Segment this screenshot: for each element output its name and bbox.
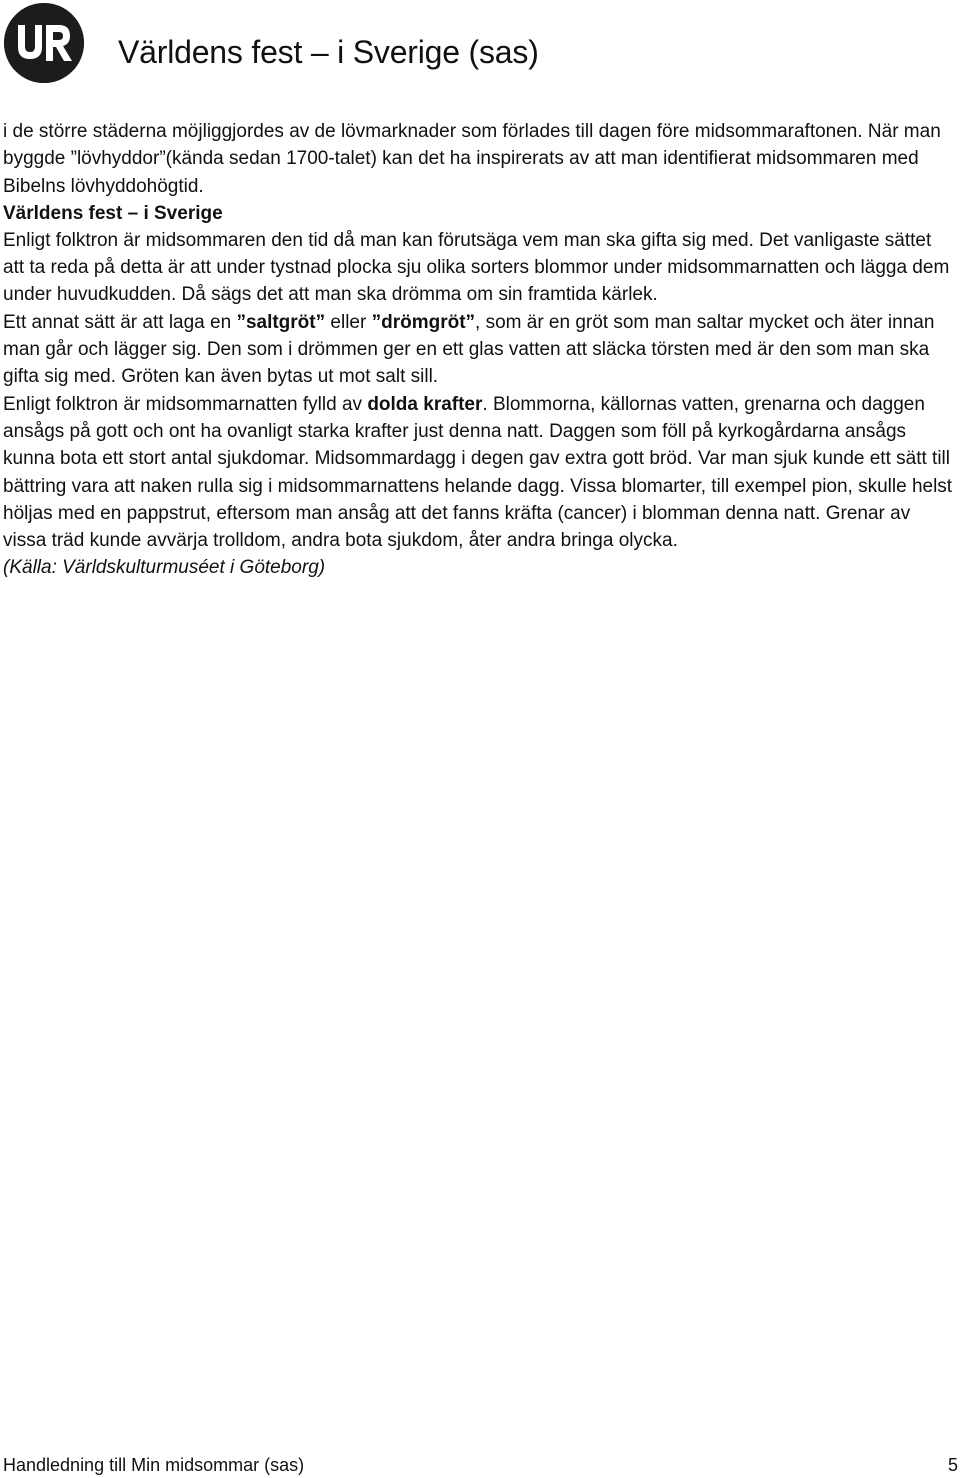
page-title: Världens fest – i Sverige (sas) (118, 34, 539, 70)
source-citation: (Källa: Världskulturmuséet i Göteborg) (3, 557, 326, 579)
document-body (3, 118, 953, 582)
footer-title: Handledning till Min midsommar (sas) (3, 1455, 305, 1475)
ur-logo (4, 3, 84, 83)
page-number: 5 (947, 1455, 958, 1475)
section-heading: Världens fest – i Sverige (3, 202, 223, 224)
porridge-text-2: eller (325, 311, 372, 333)
paragraph-hidden-powers (3, 391, 953, 555)
page-footer (3, 1452, 958, 1478)
powers-text-1: Enligt folktron är midsommarnatten fylld av (3, 393, 368, 415)
dromgrot-term: ”drömgröt” (371, 311, 476, 333)
porridge-text-3: , som är en gröt som man saltar mycket och äter innan man går och lägger sig. Den som i drömmen ger en ett glas vatten att släcka törsten med är den som man ska gifta sig med. Gröten kan även bytas ut mot salt sill. (3, 311, 935, 388)
porridge-text-1: Ett annat sätt är att laga en (3, 311, 237, 333)
dolda-krafter-term: dolda krafter (367, 393, 483, 415)
powers-text-2: . Blommorna, källornas vatten, grenarna och daggen ansågs på gott och ont ha ovanligt starka krafter just denna natt. Daggen som föll på kyrkogårdarna ansågs kunna bota ett stort antal sjukdomar. Midsommardagg i degen gav extra gott bröd. Var man sjuk kunde ett sätt till bättring vara att naken rulla sig i midsommarnattens helande dagg. Vissa blomarter, till exempel pion, skulle helst höljas med en pappstrut, eftersom man ansåg att det fanns kräfta (cancer) i blomman denna natt. Grenar av vissa träd kunde avvärja trolldom, andra bota sjukdom, åter andra bringa olycka. (3, 393, 953, 552)
ur-logo-icon (4, 3, 84, 83)
saltgrot-term: ”saltgröt” (236, 311, 326, 333)
intro-paragraph: i de större städerna möjliggjordes av de lövmarknader som förlades till dagen före midsommaraftonen. När man byggde ”lövhyddor”(kända sedan 1700-talet) kan det ha inspirerats av att man identifierat midsommaren med Bibelns lövhyddohögtid. (3, 121, 941, 197)
paragraph-porridge (3, 309, 953, 391)
paragraph-fortune-telling: Enligt folktron är midsommaren den tid då man kan förutsäga vem man ska gifta sig med. Det vanligaste sättet att ta reda på detta är att under tystnad plocka sju olika sorters blommor under midsommarnatten och lägga dem under huvudkudden. Då sägs det att man ska drömma om sin framtida kärlek. (3, 229, 950, 306)
page-header (0, 0, 960, 90)
